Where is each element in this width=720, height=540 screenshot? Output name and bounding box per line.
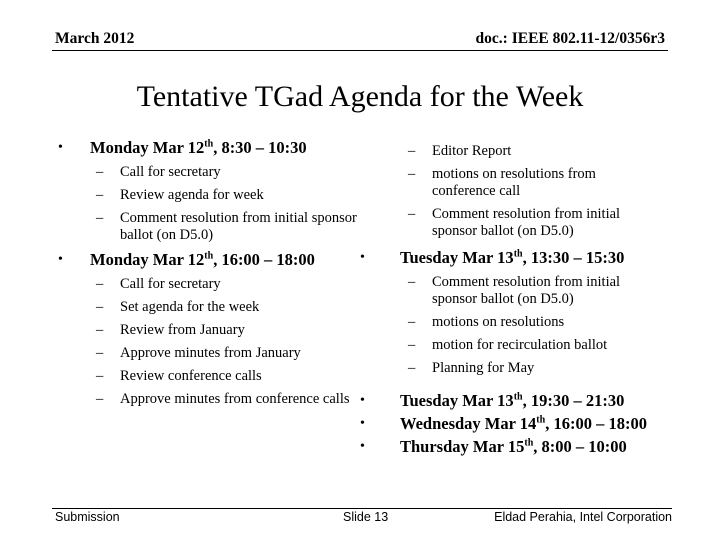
bullet-marker: • (360, 439, 365, 454)
header-doc-id: doc.: IEEE 802.11-12/0356r3 (475, 30, 665, 47)
bullet-marker: • (360, 416, 365, 431)
footer-divider (52, 508, 672, 509)
agenda-sub-item-text: Review agenda for week (120, 187, 264, 203)
session-day-suffix: th (536, 414, 546, 426)
session-time: , 16:00 – 18:00 (545, 414, 647, 433)
agenda-session-heading (360, 437, 660, 457)
dash-marker: – (96, 391, 104, 407)
footer-author: Eldad Perahia, Intel Corporation (494, 510, 672, 524)
session-day-suffix: th (513, 248, 523, 260)
session-day: Tuesday Mar 13 (400, 248, 514, 267)
agenda-sub-item-text: Planning for May (432, 360, 535, 376)
session-day: Monday Mar 12 (90, 250, 205, 269)
session-time: , 19:30 – 21:30 (522, 391, 625, 410)
session-day: Tuesday Mar 13 (400, 391, 514, 410)
agenda-sub-item-text: Comment resolution from initial sponsor ballot (on D5.0) (432, 206, 621, 239)
dash-marker: – (408, 360, 416, 376)
sub-item-list (58, 164, 388, 244)
dash-marker: – (96, 322, 104, 338)
dash-marker: – (96, 345, 104, 361)
agenda-sub-item-text: motions on resolutions (432, 314, 565, 330)
dash-marker: – (408, 274, 416, 290)
agenda-sub-item (58, 345, 388, 362)
agenda-sub-item-text: Editor Report (432, 143, 512, 159)
footer-submission: Submission (55, 510, 120, 524)
dash-marker: – (96, 368, 104, 384)
agenda-sub-item (360, 166, 660, 200)
agenda-sub-item (58, 368, 388, 385)
right-column (360, 143, 660, 457)
bullet-marker: • (360, 250, 365, 265)
session-day: Thursday Mar 15 (400, 437, 525, 456)
agenda-sub-item (58, 322, 388, 339)
session-day: Monday Mar 12 (90, 138, 205, 157)
agenda-sub-item (58, 164, 388, 181)
session-day-suffix: th (513, 391, 523, 403)
dash-marker: – (96, 164, 104, 180)
agenda-sub-item-text: Call for secretary (120, 276, 221, 292)
dash-marker: – (96, 276, 104, 292)
agenda-sub-item-text: Comment resolution from initial sponsor ballot (on D5.0) (432, 274, 621, 307)
agenda-sub-item (360, 360, 660, 377)
session-day-suffix: th (524, 437, 534, 449)
left-column (58, 138, 388, 408)
continued-item-list (360, 143, 660, 240)
agenda-sub-item-text: Review conference calls (120, 368, 262, 384)
session-time: , 8:30 – 10:30 (213, 138, 307, 157)
agenda-sub-item (58, 299, 388, 316)
agenda-sub-item (58, 276, 388, 293)
agenda-sub-item-text: Comment resolution from initial sponsor ballot (on D5.0) (120, 210, 357, 243)
bullet-marker: • (58, 252, 63, 267)
agenda-sub-item (360, 337, 660, 354)
header-divider (52, 50, 668, 51)
agenda-sub-item-text: Review from January (120, 322, 245, 338)
agenda-sub-item-text: Call for secretary (120, 164, 221, 180)
dash-marker: – (408, 337, 416, 353)
session-day: Wednesday Mar 14 (400, 414, 537, 433)
slide-title: Tentative TGad Agenda for the Week (136, 80, 584, 113)
dash-marker: – (96, 187, 104, 203)
agenda-sub-item (360, 143, 660, 160)
bullet-marker: • (58, 140, 63, 155)
agenda-sub-item (360, 314, 660, 331)
agenda-session-heading (58, 250, 388, 270)
dash-marker: – (96, 210, 104, 226)
session-time: , 16:00 – 18:00 (213, 250, 315, 269)
dash-marker: – (408, 314, 416, 330)
agenda-session-heading (58, 138, 388, 158)
agenda-sub-item-text: Approve minutes from January (120, 345, 301, 361)
dash-marker: – (96, 299, 104, 315)
agenda-sub-item (360, 206, 660, 240)
agenda-sub-item (360, 274, 660, 308)
agenda-sub-item-text: motions on resolutions from conference call (432, 166, 596, 199)
agenda-sub-item (58, 187, 388, 204)
footer-slide-number: Slide 13 (343, 510, 389, 524)
agenda-sub-item (58, 391, 388, 408)
agenda-sub-item-text: motion for recirculation ballot (432, 337, 608, 353)
dash-marker: – (408, 143, 416, 159)
agenda-session-heading (360, 391, 660, 411)
header-date: March 2012 (55, 30, 135, 47)
session-time: , 13:30 – 15:30 (522, 248, 625, 267)
agenda-sub-item (58, 210, 388, 244)
session-time: , 8:00 – 10:00 (533, 437, 627, 456)
session-day-suffix: th (204, 250, 214, 262)
agenda-sub-item-text: Approve minutes from conference calls (120, 391, 350, 407)
dash-marker: – (408, 166, 416, 182)
agenda-sub-item-text: Set agenda for the week (120, 299, 260, 315)
agenda-session-heading (360, 248, 660, 268)
agenda-session-heading (360, 414, 660, 434)
sub-item-list (58, 276, 388, 408)
dash-marker: – (408, 206, 416, 222)
bullet-marker: • (360, 393, 365, 408)
session-day-suffix: th (204, 138, 214, 150)
sub-item-list (360, 274, 660, 377)
